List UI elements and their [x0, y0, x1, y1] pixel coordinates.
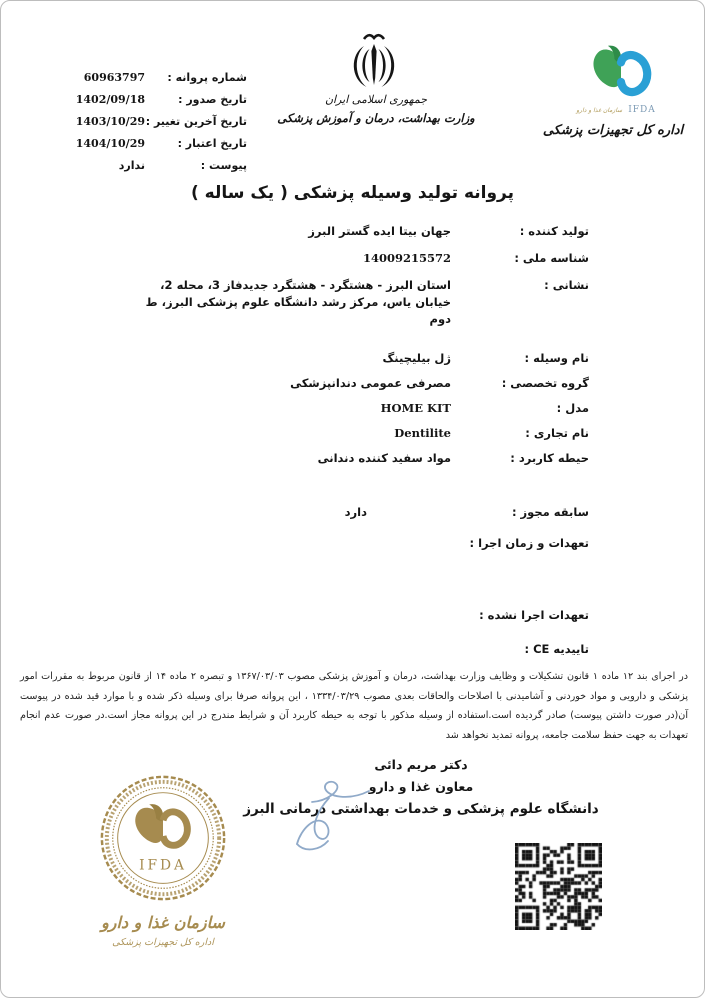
validity-date-row [23, 137, 247, 151]
trade-name-value: Dentilite [394, 426, 451, 440]
ifda-acronym-label: IFDA [628, 105, 656, 115]
device-name-row [137, 350, 589, 366]
ifda-logo-caption [541, 105, 691, 115]
seal-ifda-text: IFDA [139, 857, 187, 874]
last-change-date-label: تاریخ آخرین تغییر : [145, 115, 247, 128]
application-scope-row [137, 450, 589, 466]
validity-date-label: تاریخ اعتبار : [177, 137, 247, 150]
legal-paragraph: در اجرای بند ۱۲ ماده ۱ قانون تشکیلات و وظایف وزارت بهداشت، درمان و آموزش پزشکی مصوب ۱۳۶۷/۰۳/۰۳ و تبصره ۲ ماده ۱۴ از قانون مربوط به مقررات امور پزشکی و دارویی و مواد خوردنی و آشامیدنی با اصلاحات والحاقات بعدی مصوب ۱۳۳۴/۰۳/۲۹ ، این پروانه صرفا برای وسیله ذکر شده و با موارد قید شده در پیوست آن(در صورت داشتن پیوست) صادر گردیده است.استفاده از وسیله مذکور با توجه به حیطه کاربرد آن و شرایط مندرج در این پروانه مجاز است.در صورت عدم انجام تعهدات به جهت حفظ سلامت جامعه، پروانه تمدید نخواهد شد [20, 671, 688, 741]
address-value: استان البرز - هشتگرد - هشتگرد جدیدفاز 3، محله 2، خیابان یاس، مرکز رشد دانشگاه علوم پزشکی البرز، ط دوم [145, 278, 451, 326]
address-row [137, 277, 589, 328]
license-number-row [23, 71, 247, 85]
license-history-value: دارد [344, 505, 367, 519]
attachment-value: ندارد [118, 159, 145, 172]
commitments-value [137, 535, 429, 551]
issue-date-value: 1402/09/18 [75, 93, 145, 106]
application-scope-value: مواد سفید کننده دندانی [317, 451, 451, 465]
license-history-label: سابقه مجوز : [511, 505, 589, 519]
attachment-label: پیوست : [200, 159, 247, 172]
qr-code [515, 843, 602, 930]
national-id-label: شناسه ملی : [514, 251, 589, 265]
issue-date-label: تاریخ صدور : [178, 93, 247, 106]
ifda-gold-seal [73, 771, 253, 948]
country-name: جمهوری اسلامی ایران [324, 93, 428, 106]
ifda-logo-icon [571, 41, 671, 105]
device-name-value: ژل بیلیچینگ [382, 351, 451, 365]
license-info-box [23, 71, 247, 181]
ministry-name: وزارت بهداشت، درمان و آموزش پزشکی [277, 111, 475, 125]
issue-date-row [23, 93, 247, 107]
national-id-row [137, 250, 589, 266]
seal-department-name: اداره کل تجهیزات پزشکی [112, 937, 214, 948]
model-row [137, 400, 589, 416]
specialty-group-value: مصرفی عمومی دندانپزشکی [290, 376, 451, 390]
validity-date-value: 1404/10/29 [75, 137, 145, 150]
iran-emblem-icon [334, 32, 414, 90]
specialty-group-row [137, 375, 589, 391]
unfulfilled-commitments-value [137, 607, 429, 623]
license-number-value: 60963797 [83, 71, 145, 84]
producer-value: جهان بیتا ایده گستر البرز [308, 224, 451, 238]
license-history-row [137, 504, 589, 520]
address-label: نشانی : [544, 278, 589, 292]
application-scope-label: حیطه کاربرد : [510, 451, 589, 465]
signatory-role: معاون غذا و دارو [368, 779, 474, 794]
unfulfilled-commitments-label: تعهدات اجرا نشده : [479, 608, 589, 622]
seal-organization-name: سازمان غذا و دارو [101, 913, 225, 932]
specialty-group-label: گروه تخصصی : [501, 376, 589, 390]
model-label: مدل : [556, 401, 589, 415]
fields-section [137, 223, 589, 657]
page-title: پروانه تولید وسیله پزشکی ( یک ساله ) [190, 183, 515, 203]
attachment-row [23, 159, 247, 173]
medical-equipment-directorate-label: اداره کل تجهیزات پزشکی [542, 123, 684, 138]
producer-row [137, 223, 589, 239]
commitments-label: تعهدات و زمان اجرا : [469, 536, 589, 550]
signatory-name: دکتر مریم دائی [374, 757, 468, 772]
trade-name-label: نام تجاری : [525, 426, 589, 440]
last-change-date-value: 1403/10/29 [75, 115, 145, 128]
ce-approval-value [137, 641, 451, 657]
signatory-organization: دانشگاه علوم پزشکی و خدمات بهداشتی درمانی البرز [243, 801, 599, 817]
license-number-label: شماره پروانه : [167, 71, 247, 84]
model-value: HOME KIT [380, 401, 451, 415]
ce-approval-label: تاییدیه CE : [524, 642, 589, 656]
trade-name-row [137, 425, 589, 441]
ifda-org-small-label: سازمان غذا و دارو [576, 106, 623, 114]
last-change-date-row [23, 115, 247, 129]
signature-block [201, 757, 641, 817]
unfulfilled-commitments-row [137, 607, 589, 623]
ce-approval-row [137, 641, 589, 657]
commitments-row [137, 535, 589, 551]
national-id-value: 14009215572 [362, 251, 451, 265]
seal-rosette-icon [84, 771, 242, 907]
producer-label: تولید کننده : [519, 224, 589, 238]
device-name-label: نام وسیله : [524, 351, 589, 365]
